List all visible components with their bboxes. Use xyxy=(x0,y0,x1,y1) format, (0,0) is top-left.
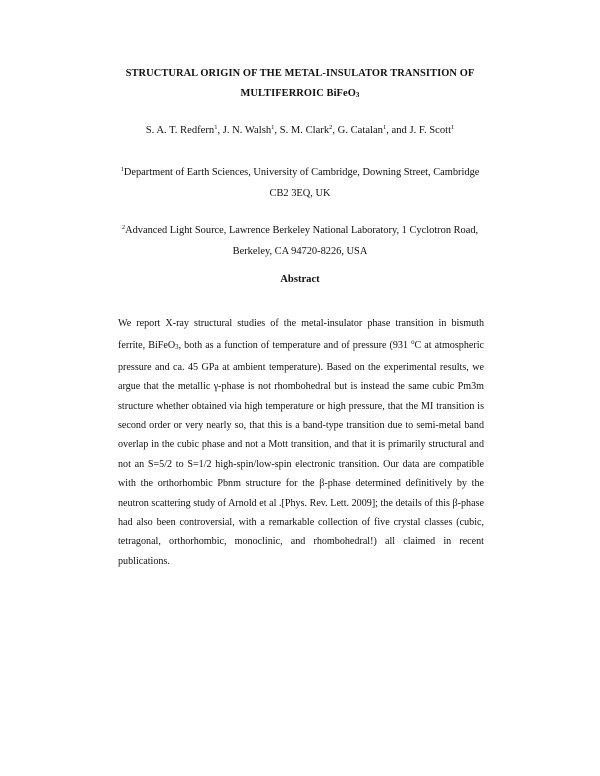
paper-title xyxy=(90,64,510,105)
title-subscript: 3 xyxy=(355,91,360,99)
affiliation-1-line-1: $^1$Department of Earth Sciences, University of Cambridge, Downing Street, Cambridge xyxy=(120,166,480,178)
affiliation-1 xyxy=(90,159,510,204)
affiliation-2 xyxy=(90,217,510,262)
author: J. N. Walsh$^1$, xyxy=(222,124,280,136)
affiliation-2-line-1: $^2$Advanced Light Source, Lawrence Berkeley National Laboratory, 1 Cyclotron Road, xyxy=(121,224,479,236)
author: S. A. T. Redfern$^1$, xyxy=(145,124,223,136)
title-line-1: STRUCTURAL ORIGIN OF THE METAL-INSULATOR TRANSITION OF xyxy=(125,68,475,79)
abstract-heading: Abstract xyxy=(280,274,320,285)
title-line-2 xyxy=(90,84,510,105)
author: J. F. Scott$^1$ xyxy=(409,124,455,136)
affiliation-2-line-2: Berkeley, CA 94720-8226, USA xyxy=(232,246,368,257)
author: G. Catalan$^1$, and xyxy=(337,124,410,136)
abstract-body: We report X-ray structural studies of the metal-insulator phase transition in bismuth ferrite, BiFeO$_3$, both as a function of temperature and of pressure (931 $^o$C at atmospheric pressure and ca. 45 GPa at ambient temperature). Based on the experimental results, we argue that the metallic γ-phase is not rhombohedral but is instead the same cubic Pm3m structure whether obtained via high temperature or high pressure, that the MI transition is second order or very nearly so, that this is a band-type transition due to semi-metal band overlap in the cubic phase and not a Mott transition, and that it is primarily structural and not an S=5/2 to S=1/2 high-spin/low-spin electronic transition. Our data are compatible with the orthorhombic Pbnm structure for the β-phase determined definitively by the neutron scattering study of Arnold et al .[Phys. Rev. Lett. 2009]; the details of this β-phase had also been controversial, with a remarkable collection of five crystal classes (cubic, tetragonal, orthorhombic, monoclinic, and rhombohedral!) all claimed in recent publications. xyxy=(118,318,484,567)
author: S. M. Clark$^2$, xyxy=(279,124,338,136)
title-line-2-text: MULTIFERROIC BiFeO xyxy=(240,88,356,99)
author-list xyxy=(60,118,540,141)
affiliation-1-line-2: CB2 3EQ, UK xyxy=(269,188,331,199)
